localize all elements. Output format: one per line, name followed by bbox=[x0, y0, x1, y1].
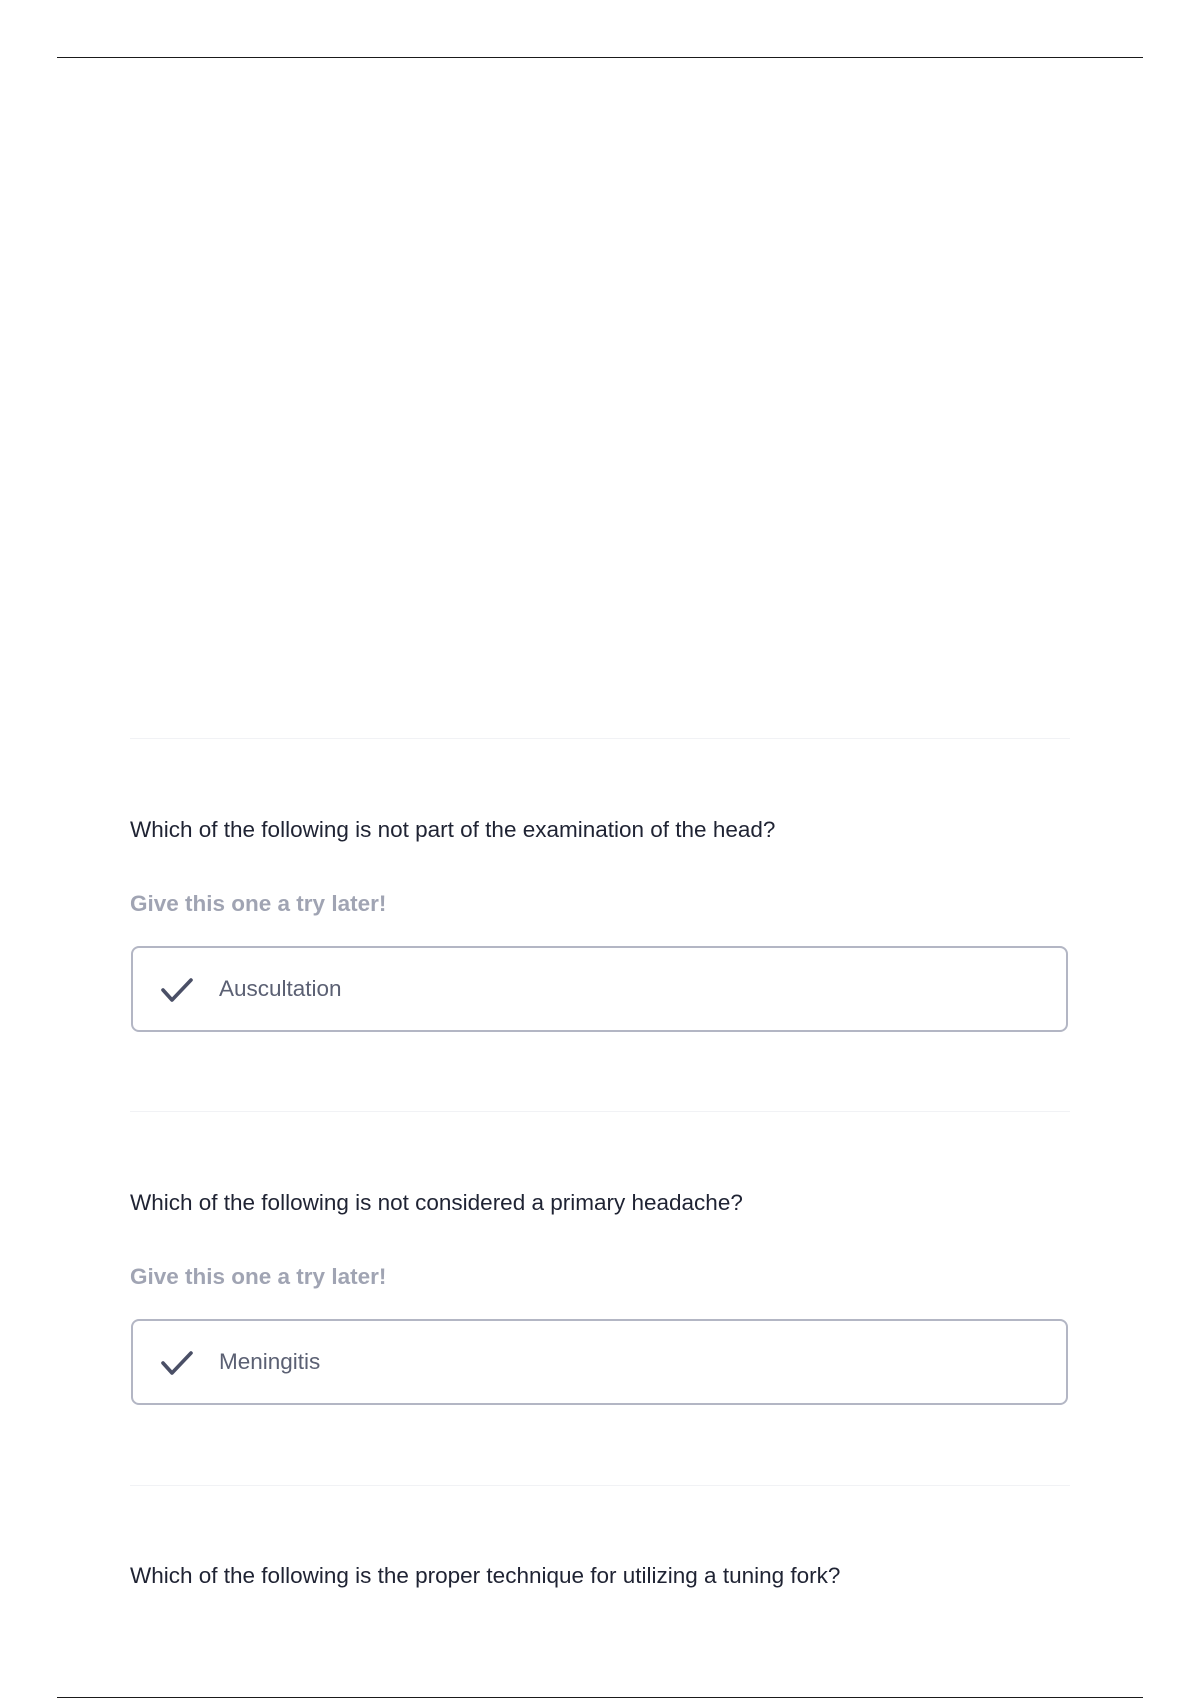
section-divider bbox=[130, 1485, 1070, 1486]
answer-label: Meningitis bbox=[219, 1349, 321, 1374]
answer-option[interactable] bbox=[131, 1319, 1068, 1405]
section-divider bbox=[130, 738, 1070, 739]
page-bottom-rule bbox=[57, 1697, 1143, 1698]
answer-label: Auscultation bbox=[219, 976, 342, 1001]
try-later-hint: Give this one a try later! bbox=[130, 1264, 387, 1289]
try-later-hint: Give this one a try later! bbox=[130, 891, 387, 916]
question-text: Which of the following is not part of the examination of the head? bbox=[130, 817, 776, 842]
check-icon bbox=[160, 976, 194, 1004]
answer-option[interactable] bbox=[131, 946, 1068, 1032]
page-top-rule bbox=[57, 57, 1143, 58]
section-divider bbox=[130, 1111, 1070, 1112]
question-text: Which of the following is the proper technique for utilizing a tuning fork? bbox=[130, 1563, 841, 1588]
question-text: Which of the following is not considered a primary headache? bbox=[130, 1190, 743, 1215]
check-icon bbox=[160, 1349, 194, 1377]
